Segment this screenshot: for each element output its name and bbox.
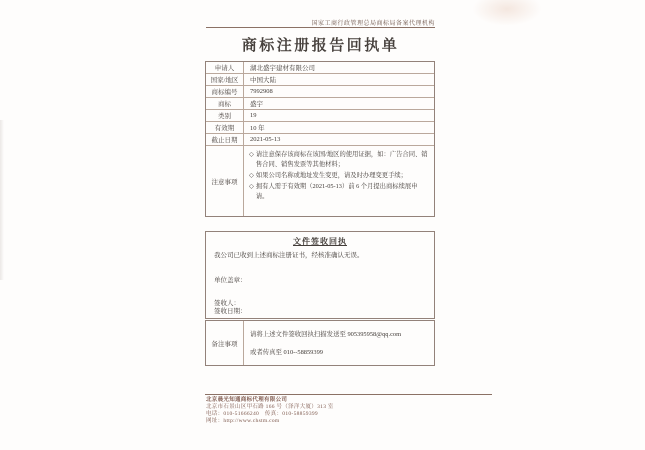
receipt-section-title: 文件签收回执 <box>293 237 347 246</box>
note-text: 请注意保存该商标在该国/地区的使用证据，如：广告合同、销售合同、销售发票等其他材料； <box>255 151 428 168</box>
remarks-line-fax: 或者传真至 010--58859399 <box>250 349 323 356</box>
diamond-bullet-icon: ◇ <box>249 172 254 179</box>
note-item <box>249 182 430 202</box>
row-value: 7992908 <box>250 88 273 95</box>
note-item <box>249 171 430 181</box>
row-label: 有效期 <box>206 122 244 133</box>
table-row-deadline <box>206 134 434 146</box>
signer-label: 签收人： <box>214 300 240 307</box>
row-value: 2021-05-13 <box>250 136 281 143</box>
receipt-confirmation-box <box>205 231 435 319</box>
row-value: 盛宇 <box>250 101 263 108</box>
table-row-trademark-number <box>206 86 434 98</box>
row-label: 注意事项 <box>206 146 244 216</box>
remarks-content <box>244 321 434 365</box>
remarks-label: 备注事项 <box>206 321 244 365</box>
footer-address: 北京市石景山区甲石路 166 号（泽洋大厦）313 室 <box>206 404 334 410</box>
table-row-country <box>206 74 434 86</box>
notes-list <box>244 146 434 216</box>
row-label: 截止日期 <box>206 134 244 145</box>
row-label: 申请人 <box>206 62 244 73</box>
row-value: 19 <box>250 112 257 119</box>
note-text: 拥有人需于有效期（2021-05-13）前 6 个月提出商标续展申请。 <box>255 183 418 200</box>
row-label: 商标 <box>206 98 244 109</box>
row-label: 国家/地区 <box>206 74 244 85</box>
letterhead-rule <box>206 27 435 28</box>
footer-website: 网址：http://www.chstm.com <box>206 418 280 424</box>
row-label: 类别 <box>206 110 244 121</box>
note-item <box>249 150 430 170</box>
receipt-statement: 我公司已收到上述商标注册证书，经核准确认无误。 <box>214 252 364 259</box>
scan-edge-shadow <box>0 120 4 280</box>
remarks-row <box>205 320 435 366</box>
page-title: 商标注册报告回执单 <box>241 38 400 54</box>
footer-company-name: 北京晨光知通商标代理有限公司 <box>206 397 288 403</box>
seal-label: 单位盖章： <box>214 277 247 284</box>
table-row-applicant <box>206 62 434 74</box>
row-value: 10 年 <box>250 125 265 132</box>
footer-rule <box>205 394 492 395</box>
diamond-bullet-icon: ◇ <box>249 151 254 158</box>
letterhead-agency-note: 国家工商行政管理总局商标局备案代理机构 <box>311 21 435 27</box>
agency-footer <box>206 397 334 425</box>
table-row-notes <box>206 146 434 216</box>
row-label: 商标编号 <box>206 86 244 97</box>
row-value: 中国大陆 <box>250 77 276 84</box>
footer-phone-fax: 电话：010-51666240 传真：010-58859399 <box>206 411 318 417</box>
row-value: 湖北盛宇建材有限公司 <box>250 65 315 72</box>
sign-date-label: 签收日期： <box>214 308 247 315</box>
table-row-class <box>206 110 434 122</box>
table-row-trademark <box>206 98 434 110</box>
remarks-line-email: 请将上述文件签收回执扫描发送至 905395958@qq.com <box>250 331 402 338</box>
diamond-bullet-icon: ◇ <box>249 183 254 190</box>
trademark-info-table <box>205 61 435 217</box>
table-row-validity <box>206 122 434 134</box>
note-text: 如果公司名称或地址发生变更，请及时办理变更手续； <box>255 172 407 179</box>
scan-smudge-artifact <box>472 0 542 26</box>
